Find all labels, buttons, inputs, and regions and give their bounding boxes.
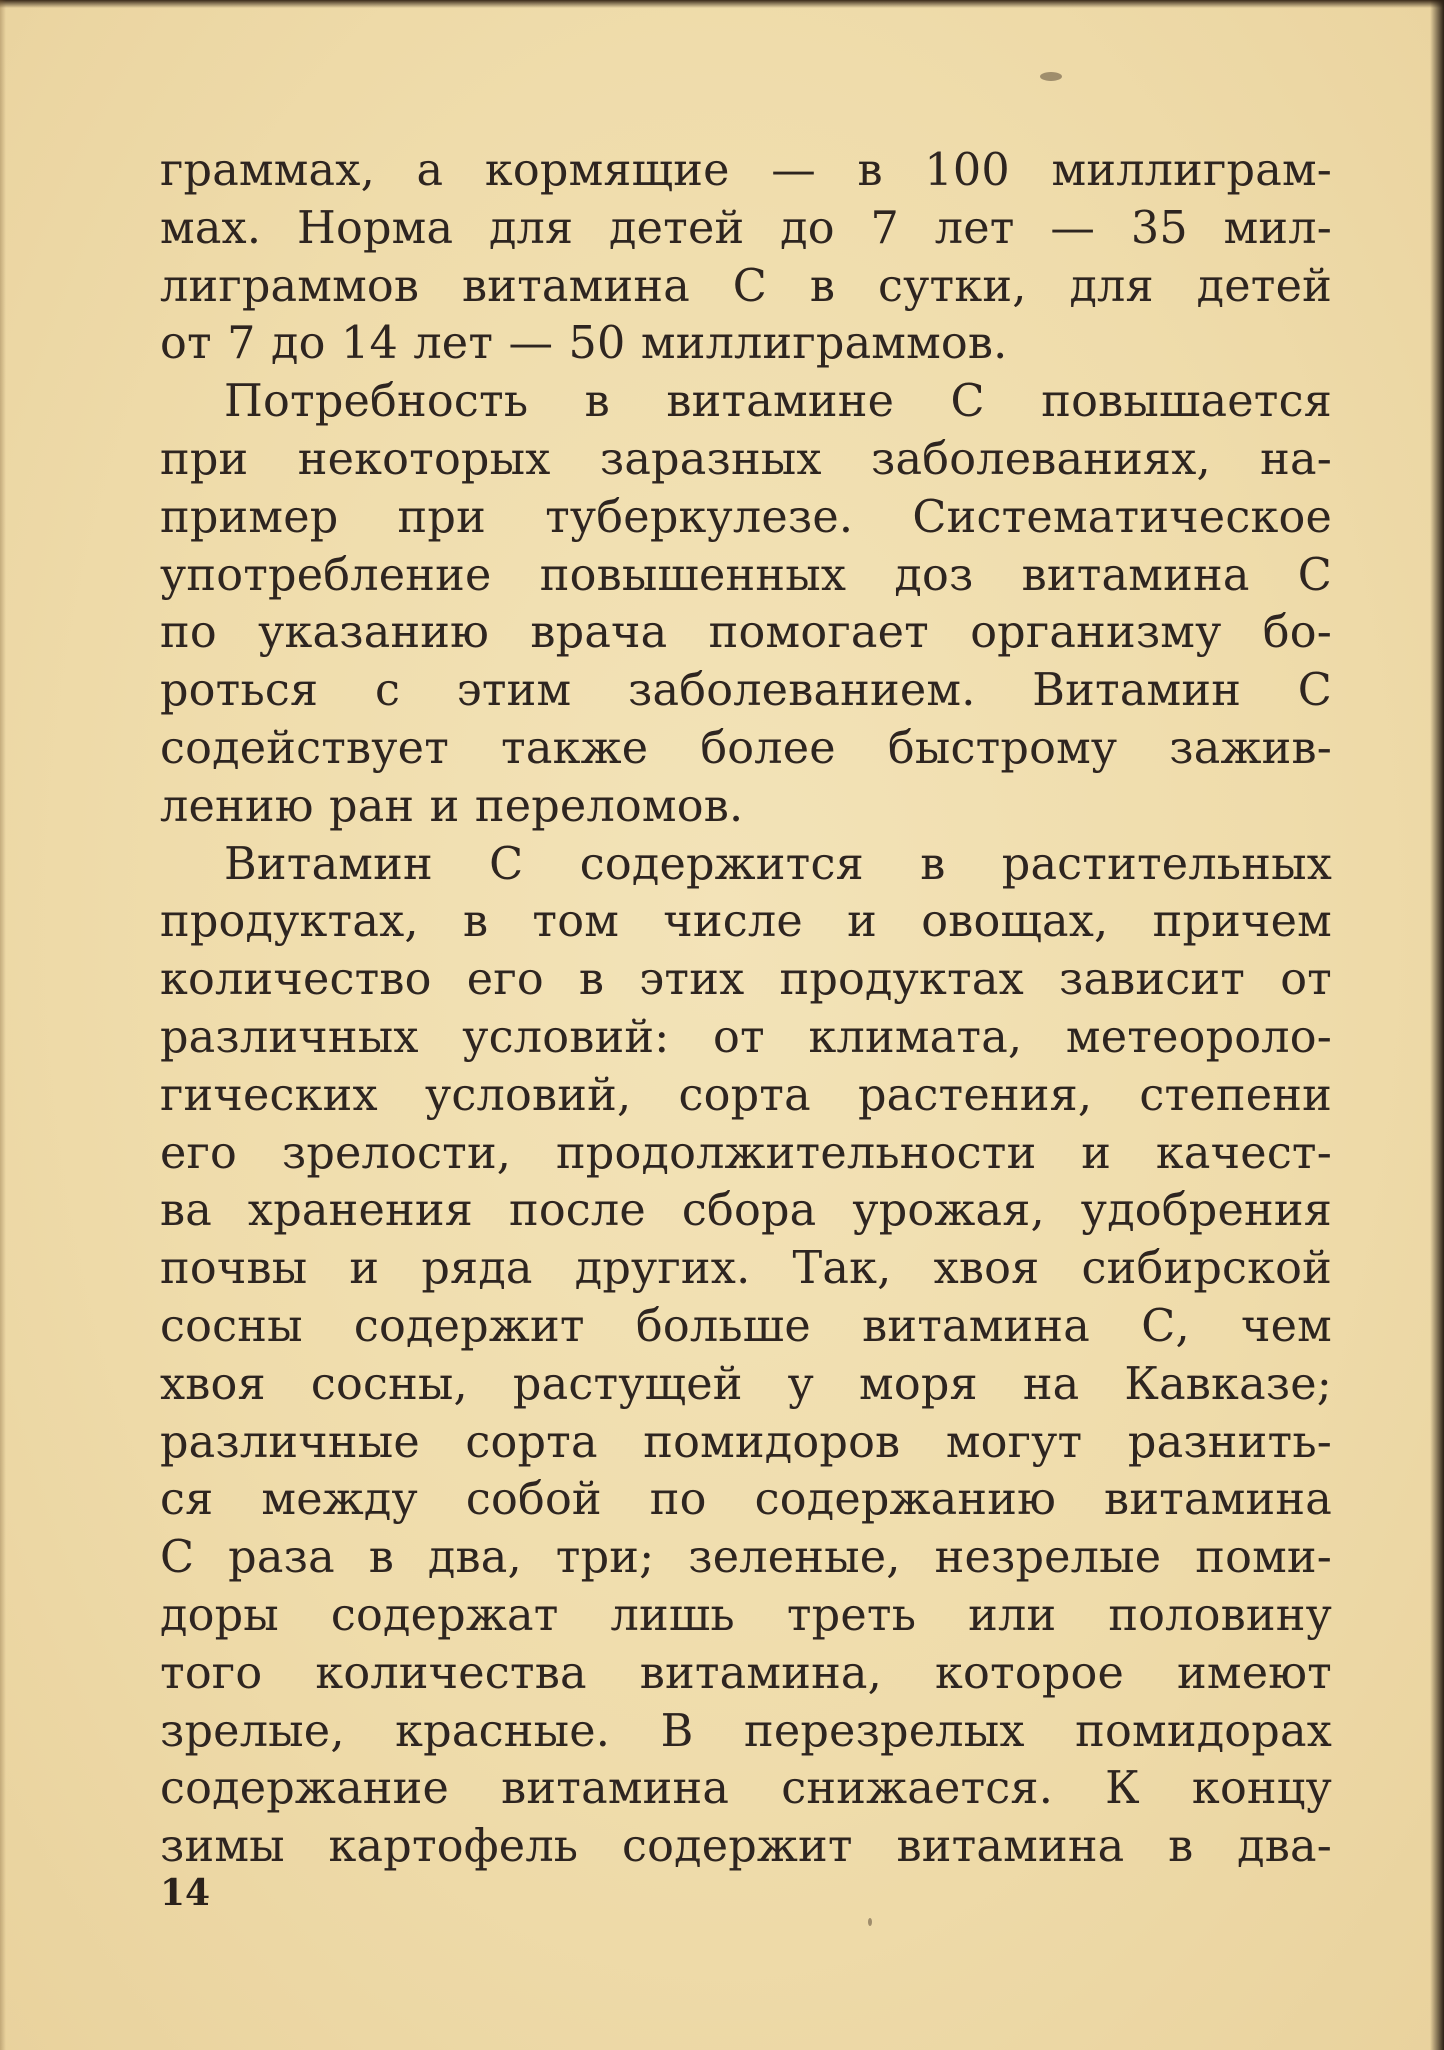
text-line: употребление повышенных доз витамина С: [160, 549, 1332, 601]
text-line: сосны содержит больше витамина С, чем: [160, 1300, 1332, 1352]
text-line: пример при туберкулезе. Систематическое: [160, 491, 1332, 543]
text-line: почвы и ряда других. Так, хвоя сибирской: [160, 1243, 1332, 1295]
page-left-edge: [0, 0, 6, 2050]
page-number: 14: [160, 1872, 211, 1914]
text-line: ва хранения после сбора урожая, удобрения: [160, 1185, 1332, 1237]
text-line: гических условий, сорта растения, степени: [160, 1069, 1332, 1121]
text-line: зимы картофель содержит витамина в два-: [160, 1821, 1332, 1873]
text-line: количество его в этих продуктах зависит от: [160, 954, 1332, 1006]
text-line: ся между собой по содержанию витамина: [160, 1474, 1332, 1526]
text-line: по указанию врача помогает организму бо-: [160, 607, 1332, 659]
text-line: доры содержат лишь треть или половину: [160, 1589, 1332, 1641]
ink-speck: [1040, 72, 1062, 81]
page-top-edge: [0, 0, 1444, 8]
text-line: зрелые, красные. В перезрелых помидорах: [160, 1705, 1332, 1757]
text-line: продуктах, в том числе и овощах, причем: [160, 896, 1332, 948]
text-line: содержание витамина снижается. К концу: [160, 1763, 1332, 1815]
text-line: Потребность в витамине С повышается: [224, 376, 1332, 428]
text-line: роться с этим заболеванием. Витамин С: [160, 665, 1332, 717]
text-line: того количества витамина, которое имеют: [160, 1647, 1332, 1699]
text-line: различные сорта помидоров могут разнить-: [160, 1416, 1332, 1468]
text-line: его зрелости, продолжительности и качест-: [160, 1127, 1332, 1179]
ink-speck: [868, 1918, 872, 1926]
page-right-edge: [1430, 0, 1444, 2050]
text-line: от 7 до 14 лет — 50 миллиграммов.: [160, 318, 1008, 370]
text-line: хвоя сосны, растущей у моря на Кавказе;: [160, 1358, 1332, 1410]
text-line: граммах, а кормящие — в 100 миллиграм-: [160, 145, 1332, 196]
text-line: лению ран и переломов.: [160, 780, 744, 832]
text-line: С раза в два, три; зеленые, незрелые поми-: [160, 1532, 1332, 1584]
body-text: [160, 142, 1332, 1876]
text-line: содействует также более быстрому зажив-: [160, 722, 1332, 774]
text-line: лиграммов витамина С в сутки, для детей: [160, 260, 1332, 312]
text-line: при некоторых заразных заболеваниях, на-: [160, 433, 1332, 485]
text-line: различных условий: от климата, метеороло-: [160, 1011, 1332, 1063]
text-line: мах. Норма для детей до 7 лет — 35 мил-: [160, 202, 1332, 254]
text-line: Витамин С содержится в растительных: [224, 838, 1332, 890]
